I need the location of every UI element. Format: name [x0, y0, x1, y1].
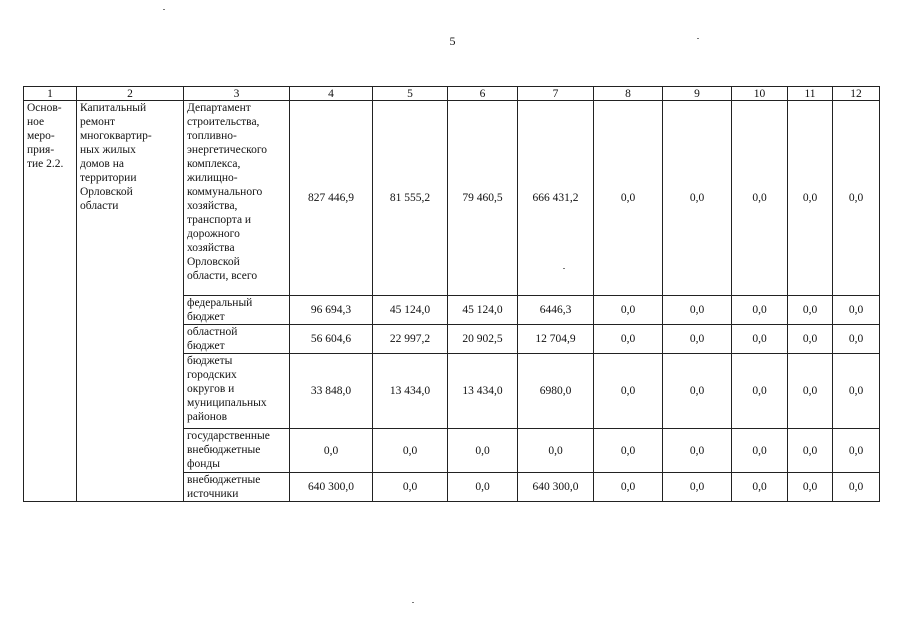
- value-cell: 0,0: [663, 473, 732, 502]
- value-cell: 81 555,2: [373, 101, 448, 296]
- value-cell: 0,0: [788, 296, 833, 325]
- source-cell: областной бюджет: [184, 325, 290, 354]
- value-cell: 0,0: [732, 296, 788, 325]
- column-header: 1: [24, 87, 77, 101]
- value-cell: 827 446,9: [290, 101, 373, 296]
- value-cell: 0,0: [788, 325, 833, 354]
- column-header: 2: [77, 87, 184, 101]
- page-number: 5: [449, 34, 456, 48]
- value-cell: 0,0: [373, 429, 448, 473]
- source-cell: государственные внебюджетные фонды: [184, 429, 290, 473]
- value-cell: 6980,0: [518, 354, 594, 429]
- value-cell: 0,0: [594, 296, 663, 325]
- value-cell: 0,0: [594, 429, 663, 473]
- value-cell: 0,0: [788, 101, 833, 296]
- value-cell: 79 460,5: [448, 101, 518, 296]
- value-cell: 0,0: [448, 429, 518, 473]
- value-cell: 22 997,2: [373, 325, 448, 354]
- column-header: 7: [518, 87, 594, 101]
- column-header: 12: [833, 87, 880, 101]
- value-cell: 0,0: [663, 354, 732, 429]
- value-cell: 13 434,0: [373, 354, 448, 429]
- value-cell: 0,0: [833, 296, 880, 325]
- measure-cell: Основ- ное меро- прия- тие 2.2.: [24, 101, 77, 502]
- source-cell: федеральный бюджет: [184, 296, 290, 325]
- value-cell: 0,0: [663, 101, 732, 296]
- column-header: 10: [732, 87, 788, 101]
- value-cell: 0,0: [663, 325, 732, 354]
- value-cell: 0,0: [732, 429, 788, 473]
- value-cell: 45 124,0: [373, 296, 448, 325]
- value-cell: 640 300,0: [518, 473, 594, 502]
- source-cell: Департамент строительства, топливно- энергетического комплекса, жилищно- коммунального хозяйства, транспорта и дорожного хозяйства Орловской области, всего: [184, 101, 290, 296]
- header-row: [24, 87, 880, 101]
- value-cell: 0,0: [373, 473, 448, 502]
- value-cell: 640 300,0: [290, 473, 373, 502]
- value-cell: 0,0: [833, 473, 880, 502]
- table-row: [24, 101, 880, 296]
- value-cell: 0,0: [788, 429, 833, 473]
- value-cell: 33 848,0: [290, 354, 373, 429]
- scan-speck: [697, 38, 699, 39]
- value-cell: 0,0: [788, 473, 833, 502]
- value-cell: 20 902,5: [448, 325, 518, 354]
- column-header: 8: [594, 87, 663, 101]
- scan-speck: [563, 268, 565, 269]
- value-cell: 0,0: [290, 429, 373, 473]
- value-cell: 0,0: [594, 325, 663, 354]
- column-header: 5: [373, 87, 448, 101]
- value-cell: 45 124,0: [448, 296, 518, 325]
- source-cell: внебюджетные источники: [184, 473, 290, 502]
- value-cell: 6446,3: [518, 296, 594, 325]
- value-cell: 0,0: [732, 101, 788, 296]
- value-cell: 0,0: [448, 473, 518, 502]
- column-header: 3: [184, 87, 290, 101]
- value-cell: 0,0: [663, 429, 732, 473]
- value-cell: 0,0: [788, 354, 833, 429]
- value-cell: 0,0: [732, 325, 788, 354]
- value-cell: 13 434,0: [448, 354, 518, 429]
- value-cell: 666 431,2: [518, 101, 594, 296]
- value-cell: 0,0: [833, 354, 880, 429]
- value-cell: 0,0: [594, 354, 663, 429]
- value-cell: 0,0: [594, 473, 663, 502]
- value-cell: 0,0: [518, 429, 594, 473]
- value-cell: 12 704,9: [518, 325, 594, 354]
- column-header: 4: [290, 87, 373, 101]
- value-cell: 96 694,3: [290, 296, 373, 325]
- column-header: 9: [663, 87, 732, 101]
- budget-table: [23, 86, 880, 502]
- scan-speck: [412, 602, 414, 603]
- column-header: 11: [788, 87, 833, 101]
- value-cell: 0,0: [732, 473, 788, 502]
- value-cell: 0,0: [833, 325, 880, 354]
- activity-cell: Капитальный ремонт многоквартир- ных жилых домов на территории Орловской области: [77, 101, 184, 502]
- value-cell: 0,0: [833, 429, 880, 473]
- source-cell: бюджеты городских округов и муниципальных районов: [184, 354, 290, 429]
- value-cell: 0,0: [732, 354, 788, 429]
- value-cell: 0,0: [663, 296, 732, 325]
- scan-speck: [163, 9, 165, 10]
- value-cell: 0,0: [833, 101, 880, 296]
- value-cell: 56 604,6: [290, 325, 373, 354]
- value-cell: 0,0: [594, 101, 663, 296]
- column-header: 6: [448, 87, 518, 101]
